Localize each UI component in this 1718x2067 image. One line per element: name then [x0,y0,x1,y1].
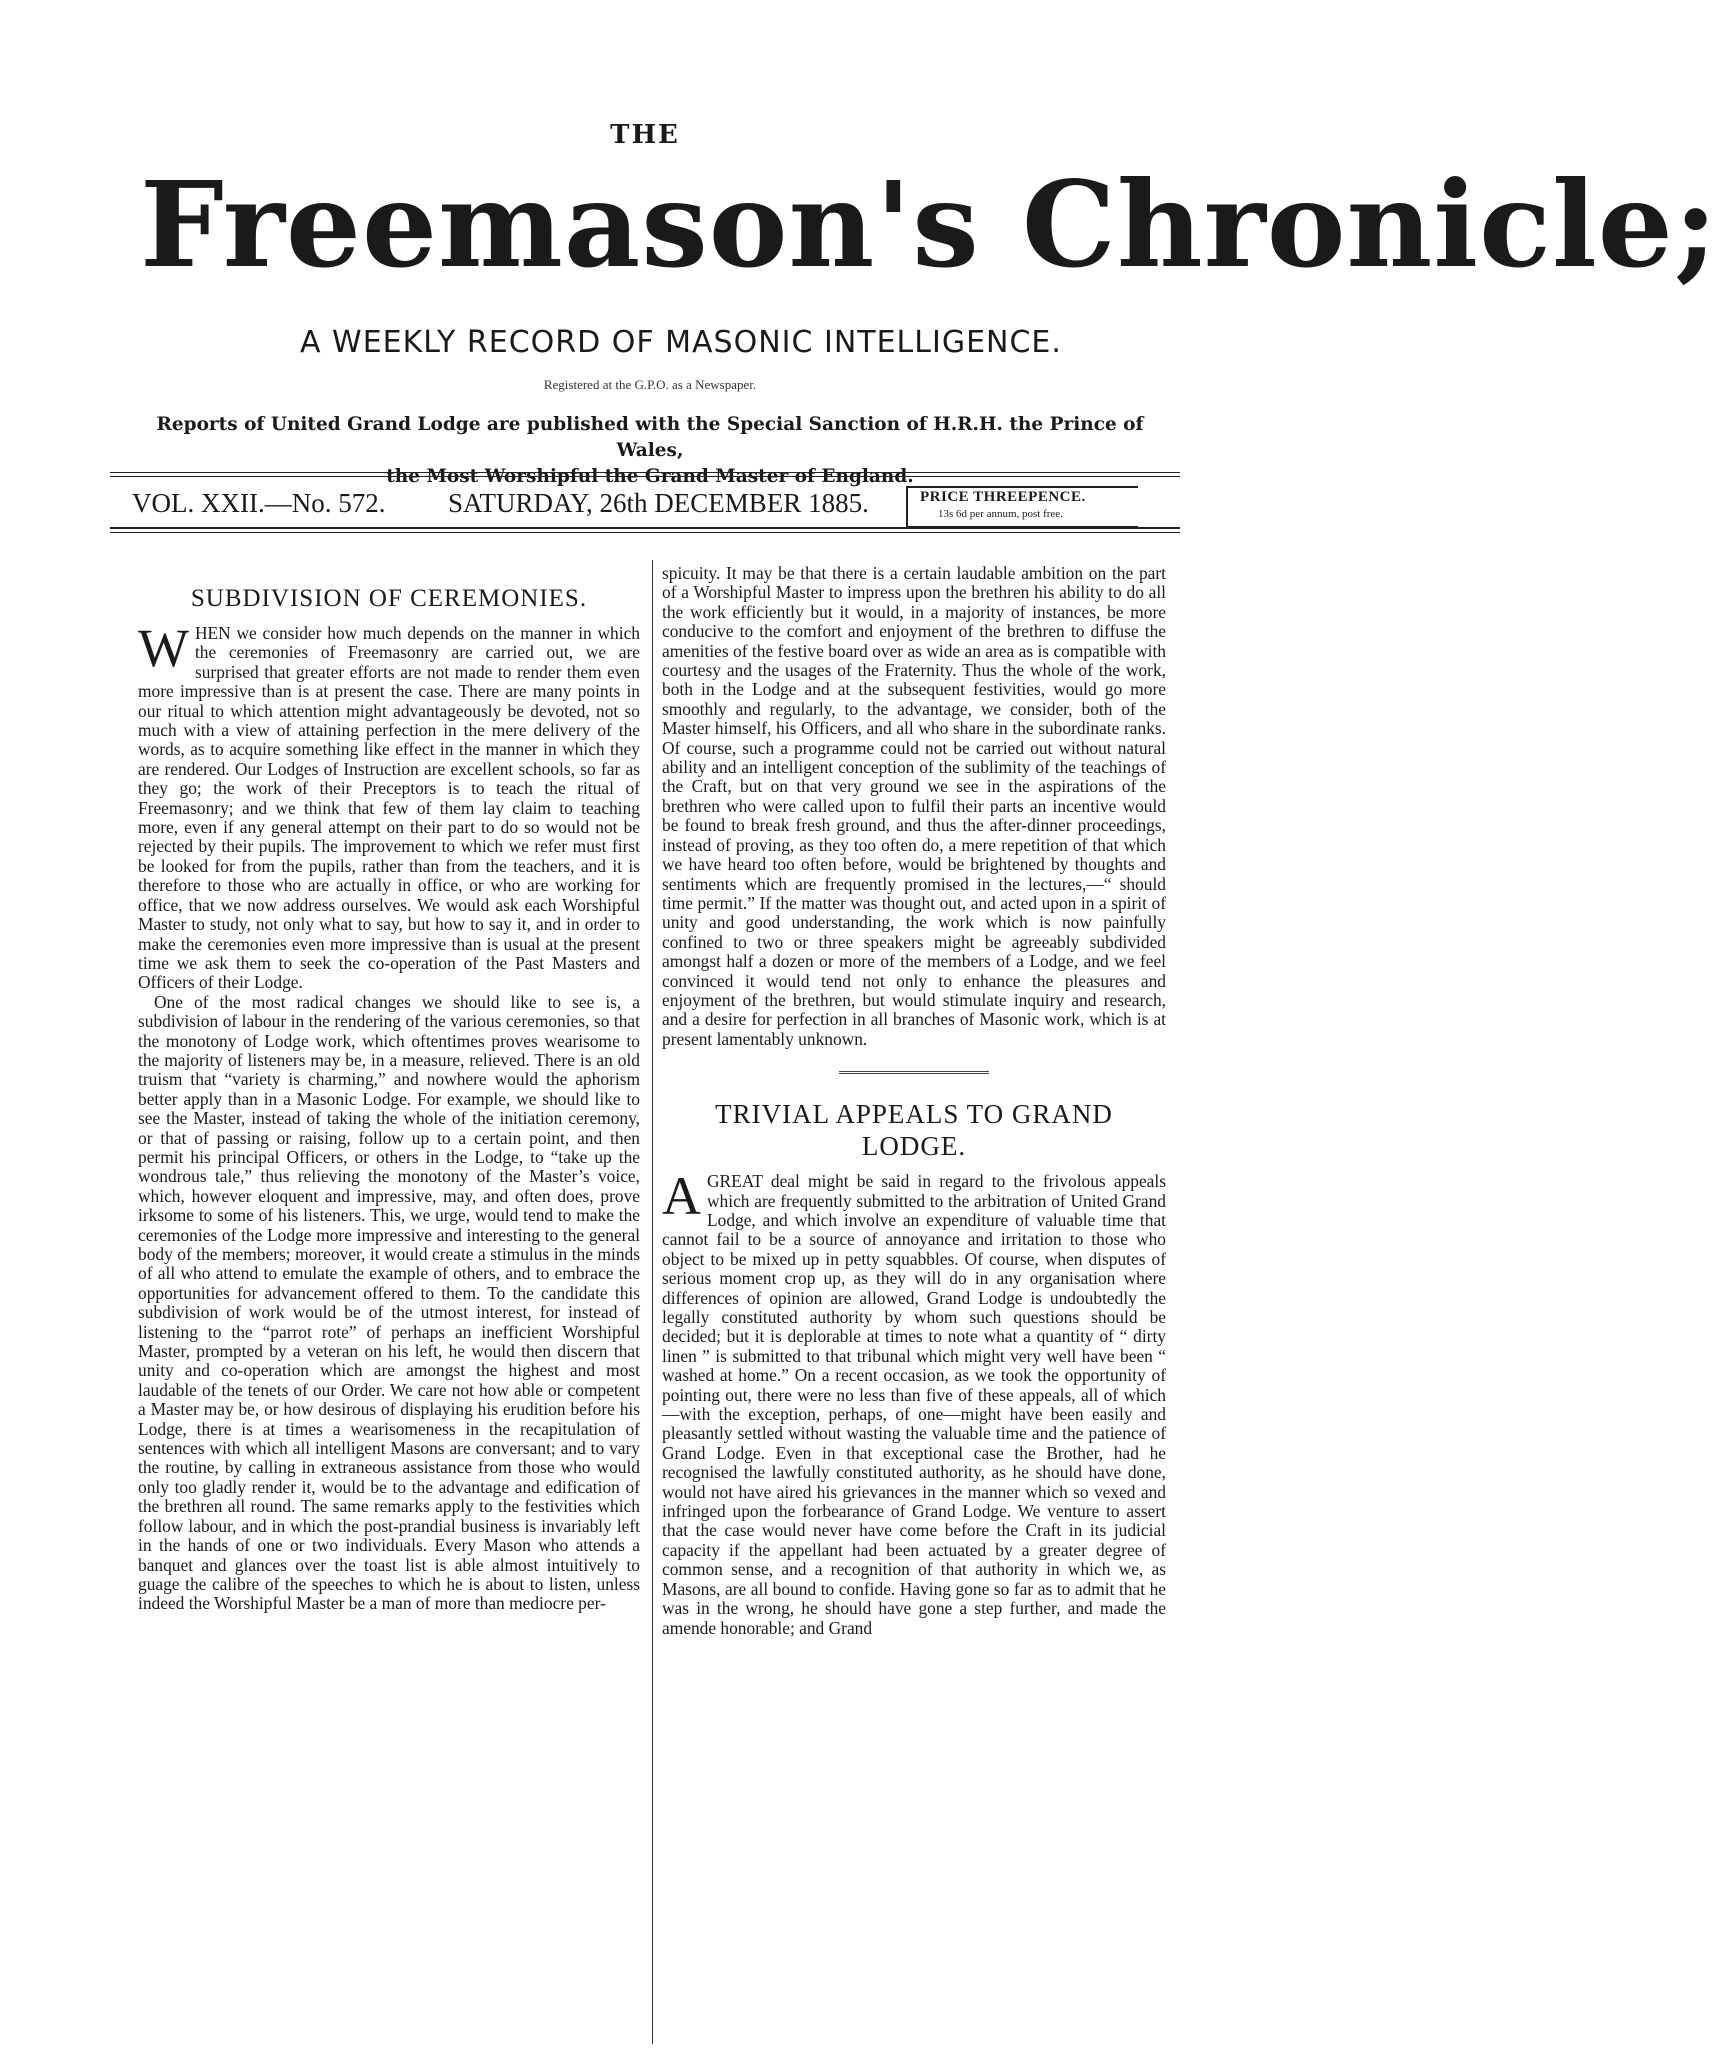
masthead-subtitle: A WEEKLY RECORD OF MASONIC INTELLIGENCE. [300,325,1062,360]
price-box [906,486,1138,528]
rule-top-1 [110,472,1180,473]
section-separator [839,1071,989,1076]
paragraph-text: GREAT deal might be said in regard to the frivolous appeals which are frequently submitted to the arbitration of United Grand Lodge, and which involve an expenditure of valuable time that cannot fail to be a source of annoyance and irritation to those who object to be mixed up in petty squabbles. Of course, when disputes of serious moment crop up, as they will do in any organisation where differences of opinion are allowed, Grand Lodge is undoubtedly the legally constituted authority by whom such questions should be decided; but it is deplorable at times to note what a quantity of “ dirty linen ” is submitted to that tribunal which might very well have been “ washed at home.” On a recent occasion, as we took the opportunity of pointing out, there were no less than five of these appeals, all of which—with the exception, perhaps, of one—might have been easily and pleasantly settled without wasting the valuable time and the patience of Grand Lodge. Even in that exceptional case the Brother, had he recognised the lawfully constituted authority, as he should have done, would not have aired his grievances in the manner which so vexed and infringed upon the forbearance of Grand Lodge. We venture to assert that the case would never have come before the Craft in its judicial capacity if the appellant had been actuated by a greater degree of common sense, and a recognition of that authority in which we, as Masons, are all bound to confide. Having gone so far as to admit that he was in the wrong, he should have gone a step further, and made the amende honorable; and Grand [662,1171,1166,1638]
article-paragraph [662,1166,1166,1638]
rule-bottom-1 [110,527,1180,529]
column-left [138,584,640,1614]
issue-date: SATURDAY, 26th DECEMBER 1885. [448,488,869,518]
article-paragraph: One of the most radical changes we should like to see is, a subdivision of labour in the rendering of the various ceremonies, so that the monotony of Lodge work, which oftentimes proves wearisome to the majority of listeners may be, in a measure, relieved. There is an old truism that “variety is charming,” and nowhere would the aphorism better apply than in a Masonic Lodge. For example, we should like to see the Master, instead of taking the whole of the initiation ceremony, or that of passing or raising, follow up to a certain point, and then permit his principal Officers, or others in the Lodge, to “take up the wondrous tale,” thus relieving the monotony of the Master’s voice, which, however eloquent and impressive, may, and often does, prove irksome to some of his listeners. This, we urge, would tend to make the ceremonies of the Lodge more impressive and interesting to the general body of the members; moreover, it would create a stimulus in the minds of all who attend to emulate the example of others, and to embrace the opportunities for advancement offered to them. To the candidate this subdivision of work would be of the utmost interest, for instead of listening to the “parrot rote” of perhaps an inefficient Worshipful Master, prompted by a veteran on his left, he would then discern that unity and co-operation which are amongst the highest and most laudable of the tenets of our Order. We care not how able or competent a Master may be, or how desirous of displaying his erudition before his Lodge, there is at times a wearisomeness in the recapitulation of sentences with which all intelligent Masons are conversant; and to vary the routine, by calling in extraneous assistance from those who would only too gladly render it, would be to the advantage and edification of the brethren all round. The same remarks apply to the festivities which follow labour, and in which the post-prandial business is invariably left in the hands of one or two individuals. Every Mason who attends a banquet and glances over the toast list is able almost intuitively to guage the calibre of the speeches to which he is about to listen, unless indeed the Worshipful Master be a man of more than mediocre per- [138,991,640,1614]
article-heading-trivial-appeals: TRIVIAL APPEALS TO GRAND LODGE. [715,1099,1113,1162]
article-paragraph [138,618,640,993]
dropcap: W [138,618,189,678]
price-subscription: 13s 6d per annum, post free. [938,508,1063,520]
column-right [662,564,1166,1638]
masthead-title: Freemason's Chronicle; [140,155,1718,294]
dropcap: A [662,1166,701,1227]
column-divider [652,560,653,2044]
price-label: PRICE THREEPENCE. [920,489,1086,505]
article-paragraph-continued: spicuity. It may be that there is a certain laudable ambition on the part of a Worshipful Master to impress upon the brethren his ability to do all the work efficiently but it would, in a majority of instances, be more conducive to the comfort and enjoyment of the brethren to diffuse the amenities of the festive board over as wide an area as is compatible with courtesy and the usages of the Fraternity. Thus the whole of the work, both in the Lodge and at the subsequent festivities, would go more smoothly and regularly, to the advantage, we consider, both of the Master himself, his Officers, and all who share in the subordinate ranks. Of course, such a programme could not be carried out without natural ability and an intelligent conception of the sublimity of the teachings of the Craft, but on that very ground we see in the aspirations of the brethren who were called upon to fulfil their parts an incentive would be found to break fresh ground, and thus the after-dinner proceedings, instead of proving, as they too often do, a mere repetition of that which we have heard too often before, would be brightened by thoughts and sentiments which are frequently promised in the lectures,—“ should time permit.” If the matter was thought out, and acted upon in a spirit of unity and good understanding, the work which is now painfully confined to two or three speakers might be agreeably subdivided amongst half a dozen or more of the members of a Lodge, and we feel convinced it would tend not only to enhance the pleasures and enjoyment of the brethren, but would stimulate inquiry and research, and a desire for perfection in all branches of Masonic work, which is at present lamentably unknown. [662,563,1166,1049]
issue-volume: VOL. XXII.—No. 572. [132,488,386,518]
paragraph-text: HEN we consider how much depends on the manner in which the ceremonies of Freemasonry are carried out, we are surprised that greater efforts are not made to render them even more impressive than is at present the case. There are many points in our ritual to which attention might advantageously be devoted, not so much with a view of attaining perfection in the mere delivery of the words, as to acquire something like effect in the manner in which they are rendered. Our Lodges of Instruction are excellent schools, so far as they go; the work of their Preceptors is to teach the ritual of Freemasonry; and we think that few of them lay claim to teaching more, even if any general attempt on their part to do so would not be rejected by their pupils. The improvement to which we refer must first be looked for from the pupils, rather than from the teachers, and it is therefore to those who are actually in office, or who are working for office, that we now address ourselves. We would ask each Worshipful Master to study, not only what to say, but how to say it, and in order to make the ceremonies even more impressive than is usual at the present time we ask them to seek the co-operation of the Past Masters and Officers of their Lodge. [138,623,640,993]
masthead-the: THE [610,120,680,150]
rule-top-2 [110,476,1180,477]
article-heading-subdivision: SUBDIVISION OF CEREMONIES. [190,585,588,612]
rule-bottom-2 [110,532,1180,533]
reports-line-1: Reports of United Grand Lodge are published with the Special Sanction of H.R.H. the Prince of Wales, [156,414,1144,461]
reports-line-2: the Most Worshipful the Grand Master of England. [386,466,914,487]
registered-notice: Registered at the G.P.O. as a Newspaper. [543,377,757,392]
reports-notice [150,412,1150,490]
